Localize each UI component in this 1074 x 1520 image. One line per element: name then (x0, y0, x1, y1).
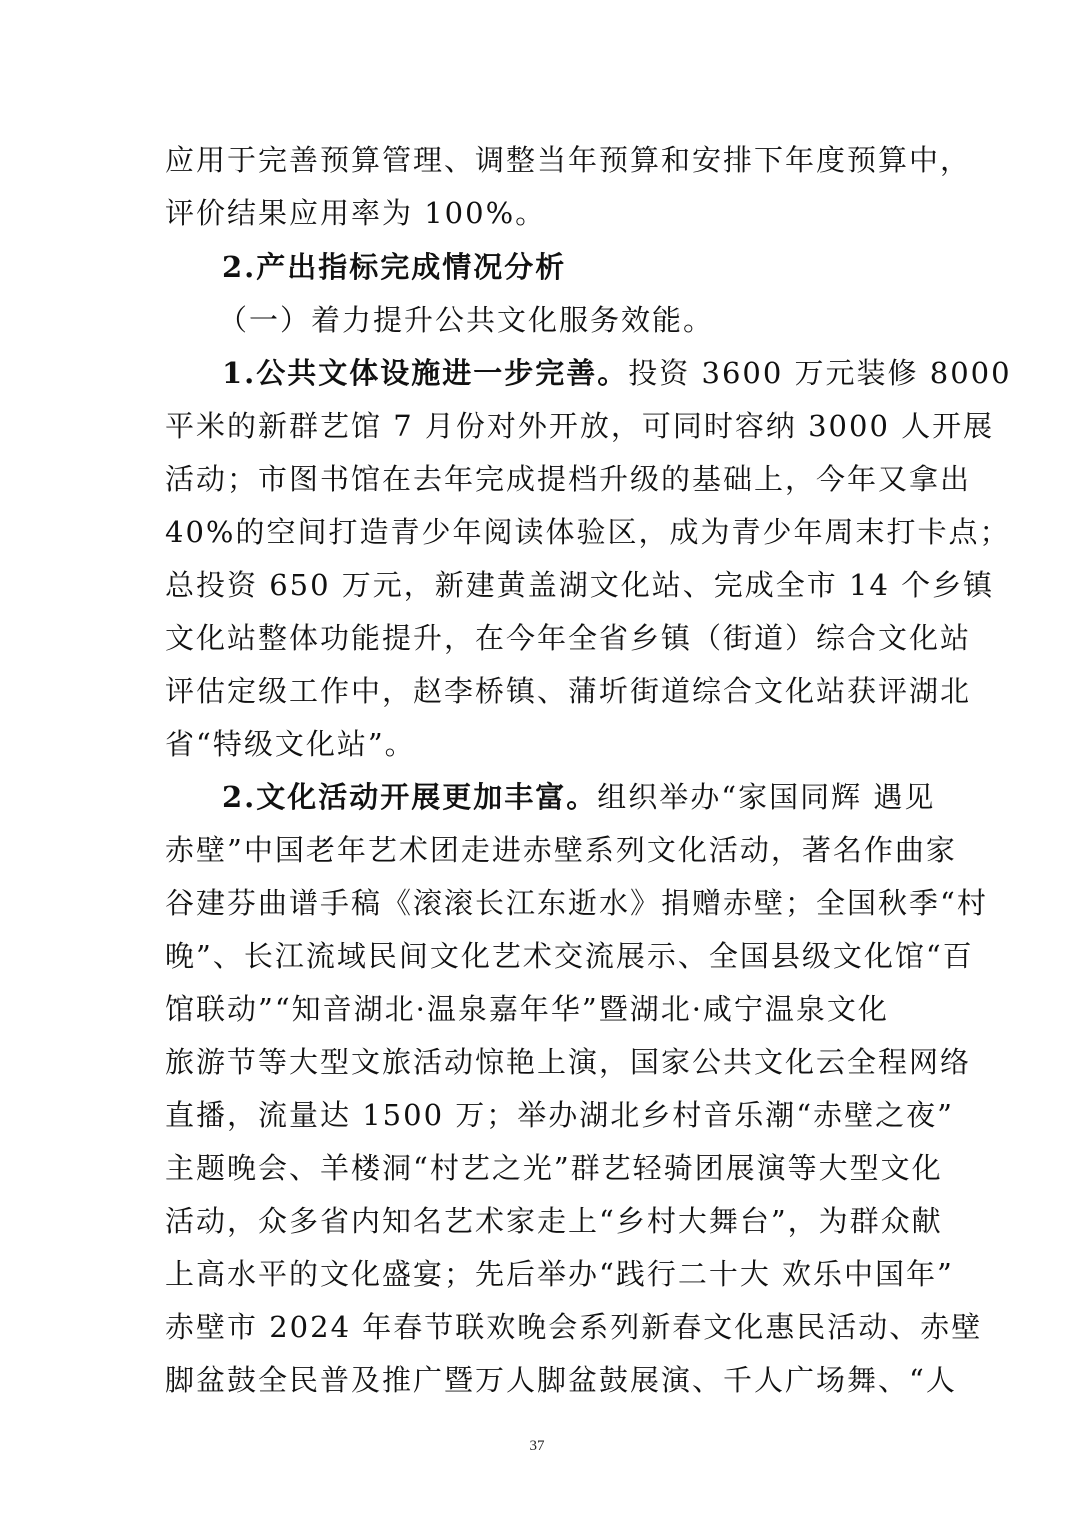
text-line: 应用于完善预算管理、调整当年预算和安排下年度预算中， (165, 143, 972, 177)
text-line: 赤壁”中国老年艺术团走进赤壁系列文化活动，著名作曲家 (165, 833, 957, 867)
text-line: 馆联动”“知音湖北·温泉嘉年华”暨湖北·咸宁温泉文化 (165, 992, 889, 1026)
text-line: 脚盆鼓全民普及推广暨万人脚盆鼓展演、千人广场舞、“人 (165, 1363, 957, 1397)
text-line: 旅游节等大型文旅活动惊艳上演，国家公共文化云全程网络 (165, 1045, 972, 1079)
item-text: 投资 3600 万元装修 8000 (628, 356, 1012, 390)
text-line: 晚”、长江流域民间文化艺术交流展示、全国县级文化馆“百 (165, 939, 974, 973)
text-line: 省“特级文化站”。 (165, 727, 416, 761)
text-line: 评估定级工作中，赵李桥镇、蒲圻街道综合文化站获评湖北 (165, 674, 972, 708)
text-line: 活动，众多省内知名艺术家走上“乡村大舞台”，为群众献 (165, 1204, 943, 1238)
text-line: 主题晚会、羊楼洞“村艺之光”群艺轻骑团展演等大型文化 (165, 1151, 943, 1185)
text-line: 直播，流量达 1500 万；举办湖北乡村音乐潮“赤壁之夜” (165, 1098, 954, 1132)
section-heading: 2.产出指标完成情况分析 (222, 250, 567, 284)
text-line: 活动；市图书馆在去年完成提档升级的基础上，今年又拿出 (165, 462, 972, 496)
text-line: 赤壁市 2024 年春节联欢晚会系列新春文化惠民活动、赤壁 (165, 1310, 983, 1344)
text-line: 平米的新群艺馆 7 月份对外开放，可同时容纳 3000 人开展 (165, 409, 995, 443)
text-line: 40%的空间打造青少年阅读体验区，成为青少年周末打卡点； (165, 515, 1011, 549)
page-number: 37 (529, 1438, 545, 1454)
subsection-heading: （一）着力提升公共文化服务效能。 (218, 303, 715, 337)
paragraph-first-line (222, 779, 935, 815)
text-line: 评价结果应用率为 100%。 (165, 196, 547, 230)
paragraph-first-line (222, 355, 1012, 391)
item-title: 1.公共文体设施进一步完善。 (222, 356, 629, 390)
item-text: 组织举办“家国同辉 遇见 (597, 780, 936, 814)
text-line: 谷建芬曲谱手稿《滚滚长江东逝水》捐赠赤壁；全国秋季“村 (165, 886, 988, 920)
text-line: 上高水平的文化盛宴；先后举办“践行二十大 欢乐中国年” (165, 1257, 954, 1291)
item-title: 2.文化活动开展更加丰富。 (222, 780, 598, 814)
text-line: 总投资 650 万元，新建黄盖湖文化站、完成全市 14 个乡镇 (165, 568, 995, 602)
text-line: 文化站整体功能提升，在今年全省乡镇（街道）综合文化站 (165, 621, 972, 655)
